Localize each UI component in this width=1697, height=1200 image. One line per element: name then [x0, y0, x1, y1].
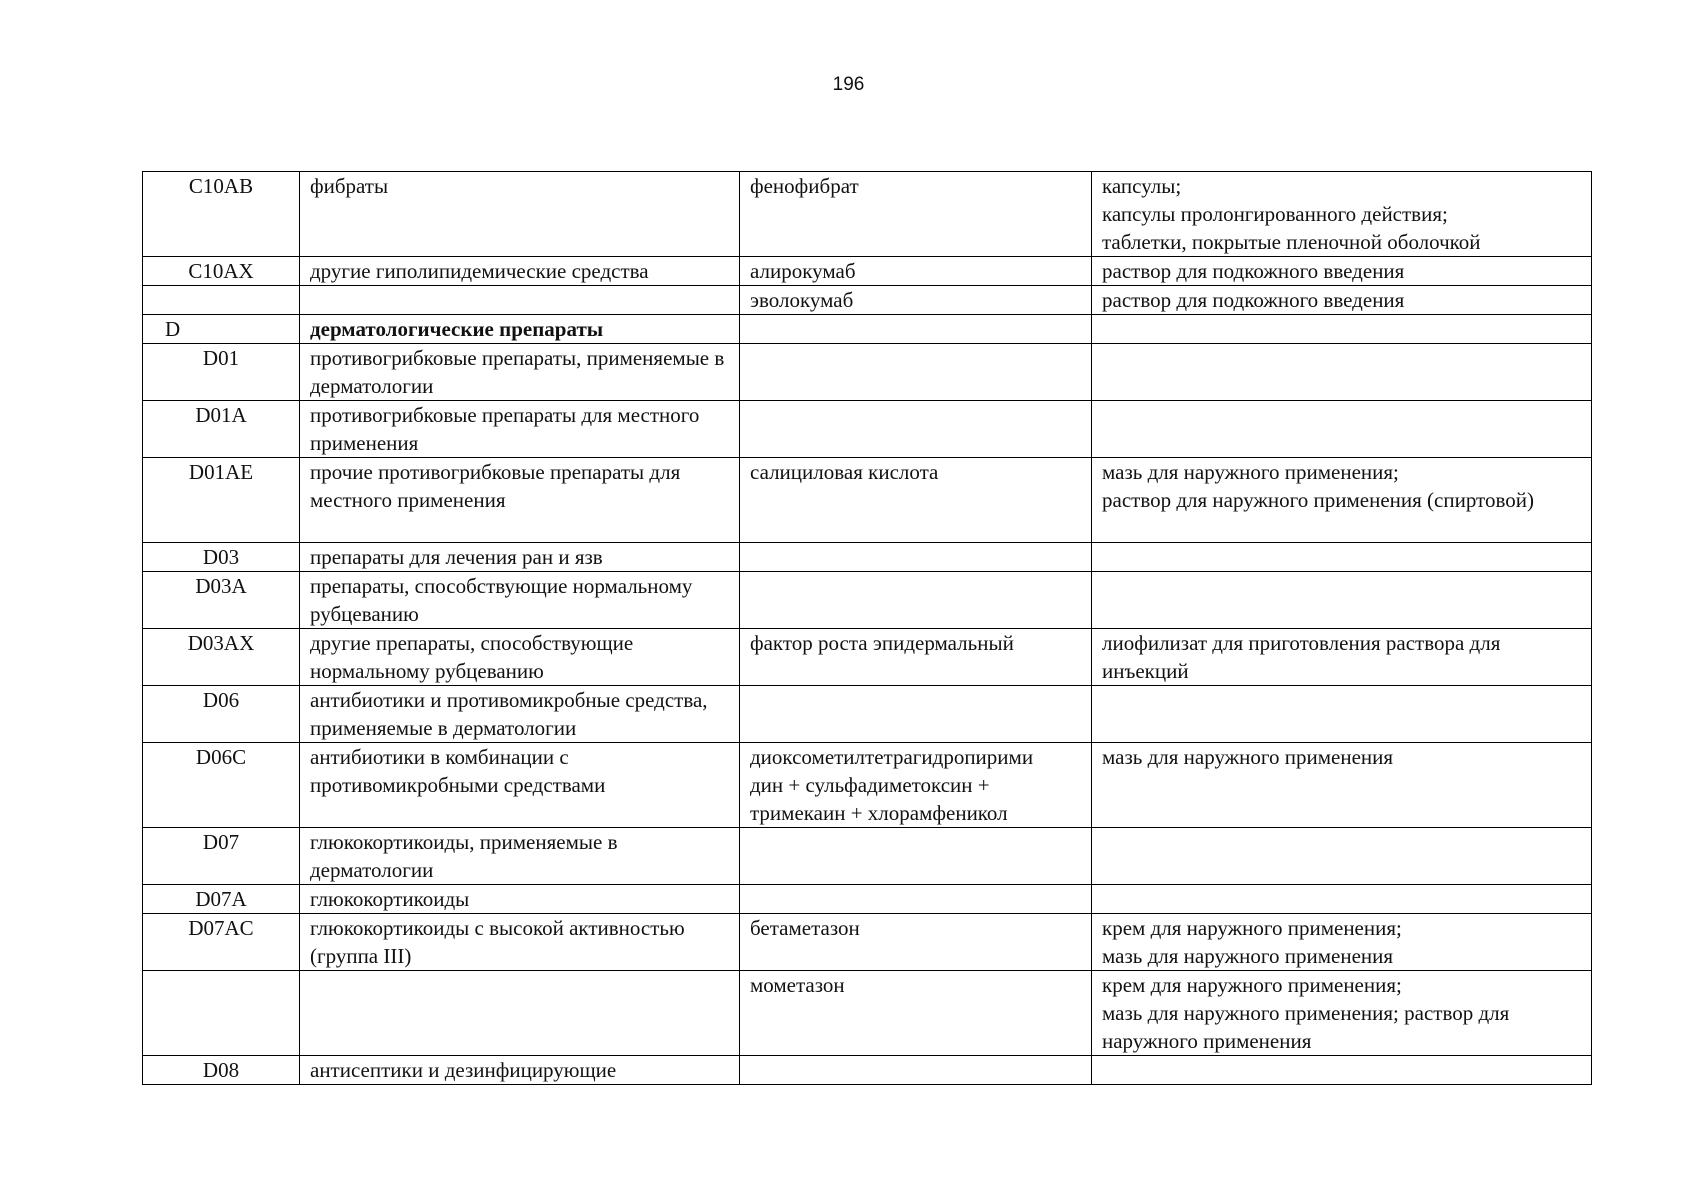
- atc-code-cell: D03: [143, 543, 300, 572]
- dosage-form-cell: раствор для подкожного введения: [1092, 286, 1592, 315]
- group-cell: препараты для лечения ран и язв: [300, 543, 740, 572]
- drug-cell: [740, 344, 1092, 401]
- dosage-form-cell: [1092, 885, 1592, 914]
- atc-code-cell: C10AB: [143, 172, 300, 257]
- group-cell: другие препараты, способствующие нормальному рубцеванию: [300, 629, 740, 686]
- dosage-form-cell: крем для наружного применения; мазь для наружного применения; раствор для наружного применения: [1092, 971, 1592, 1056]
- atc-code-cell: D08: [143, 1056, 300, 1085]
- group-cell: антибиотики в комбинации с противомикробными средствами: [300, 743, 740, 828]
- group-cell: глюкокортикоиды с высокой активностью (группа III): [300, 914, 740, 971]
- dosage-form-cell: раствор для подкожного введения: [1092, 257, 1592, 286]
- dosage-form-cell: [1092, 344, 1592, 401]
- dosage-form-cell: мазь для наружного применения; раствор для наружного применения (спиртовой): [1092, 458, 1592, 543]
- dosage-form-cell: [1092, 315, 1592, 344]
- group-cell: прочие противогрибковые препараты для местного применения: [300, 458, 740, 543]
- atc-code-cell: D07: [143, 828, 300, 885]
- dosage-form-cell: мазь для наружного применения: [1092, 743, 1592, 828]
- table-row: [143, 458, 1592, 543]
- dosage-form-cell: [1092, 686, 1592, 743]
- drug-cell: [740, 315, 1092, 344]
- atc-code-cell: D07A: [143, 885, 300, 914]
- atc-code-cell: D01AE: [143, 458, 300, 543]
- dosage-form-cell: [1092, 543, 1592, 572]
- dosage-form-cell: [1092, 1056, 1592, 1085]
- table-row: [143, 401, 1592, 458]
- drug-cell: [740, 686, 1092, 743]
- group-cell: антибиотики и противомикробные средства, применяемые в дерматологии: [300, 686, 740, 743]
- group-cell: другие гиполипидемические средства: [300, 257, 740, 286]
- group-cell: [300, 971, 740, 1056]
- group-cell: дерматологические препараты: [300, 315, 740, 344]
- drug-table: [142, 171, 1592, 1085]
- table-row: [143, 172, 1592, 257]
- table-row: [143, 257, 1592, 286]
- atc-code-cell: D01A: [143, 401, 300, 458]
- drug-cell: бетаметазон: [740, 914, 1092, 971]
- drug-cell: [740, 543, 1092, 572]
- atc-code-cell: D01: [143, 344, 300, 401]
- table-row: [143, 629, 1592, 686]
- drug-cell: фактор роста эпидермальный: [740, 629, 1092, 686]
- atc-code-cell: C10AX: [143, 257, 300, 286]
- group-cell: противогрибковые препараты, применяемые в дерматологии: [300, 344, 740, 401]
- drug-cell: салициловая кислота: [740, 458, 1092, 543]
- dosage-form-cell: [1092, 401, 1592, 458]
- drug-cell: [740, 828, 1092, 885]
- table-row: [143, 885, 1592, 914]
- table-row: [143, 1056, 1592, 1085]
- group-cell: противогрибковые препараты для местного применения: [300, 401, 740, 458]
- table-row: [143, 686, 1592, 743]
- dosage-form-cell: лиофилизат для приготовления раствора для инъекций: [1092, 629, 1592, 686]
- drug-cell: [740, 1056, 1092, 1085]
- table-row: [143, 286, 1592, 315]
- dosage-form-cell: крем для наружного применения; мазь для наружного применения: [1092, 914, 1592, 971]
- table-row: [143, 971, 1592, 1056]
- drug-cell: мометазон: [740, 971, 1092, 1056]
- table-row: [143, 743, 1592, 828]
- atc-code-cell: D06: [143, 686, 300, 743]
- group-cell: глюкокортикоиды, применяемые в дерматологии: [300, 828, 740, 885]
- drug-cell: алирокумаб: [740, 257, 1092, 286]
- table-row: [143, 344, 1592, 401]
- atc-code-cell: D03AX: [143, 629, 300, 686]
- atc-code-cell: D: [143, 315, 300, 344]
- dosage-form-cell: [1092, 828, 1592, 885]
- group-cell: глюкокортикоиды: [300, 885, 740, 914]
- drug-cell: [740, 885, 1092, 914]
- atc-code-cell: [143, 971, 300, 1056]
- drug-cell: фенофибрат: [740, 172, 1092, 257]
- table-row: [143, 914, 1592, 971]
- drug-cell: диоксометилтетрагидропирими дин + сульфадиметоксин + тримекаин + хлорамфеникол: [740, 743, 1092, 828]
- group-cell: препараты, способствующие нормальному рубцеванию: [300, 572, 740, 629]
- group-cell: антисептики и дезинфицирующие: [300, 1056, 740, 1085]
- dosage-form-cell: [1092, 572, 1592, 629]
- page-number: 196: [832, 74, 865, 95]
- group-cell: [300, 286, 740, 315]
- table-row: [143, 828, 1592, 885]
- table-row: [143, 572, 1592, 629]
- drug-cell: [740, 401, 1092, 458]
- table-row: [143, 315, 1592, 344]
- drug-cell: эволокумаб: [740, 286, 1092, 315]
- group-cell: фибраты: [300, 172, 740, 257]
- table-row: [143, 543, 1592, 572]
- atc-code-cell: [143, 286, 300, 315]
- atc-code-cell: D06C: [143, 743, 300, 828]
- atc-code-cell: D03A: [143, 572, 300, 629]
- atc-code-cell: D07AC: [143, 914, 300, 971]
- dosage-form-cell: капсулы; капсулы пролонгированного действия; таблетки, покрытые пленочной оболочкой: [1092, 172, 1592, 257]
- drug-cell: [740, 572, 1092, 629]
